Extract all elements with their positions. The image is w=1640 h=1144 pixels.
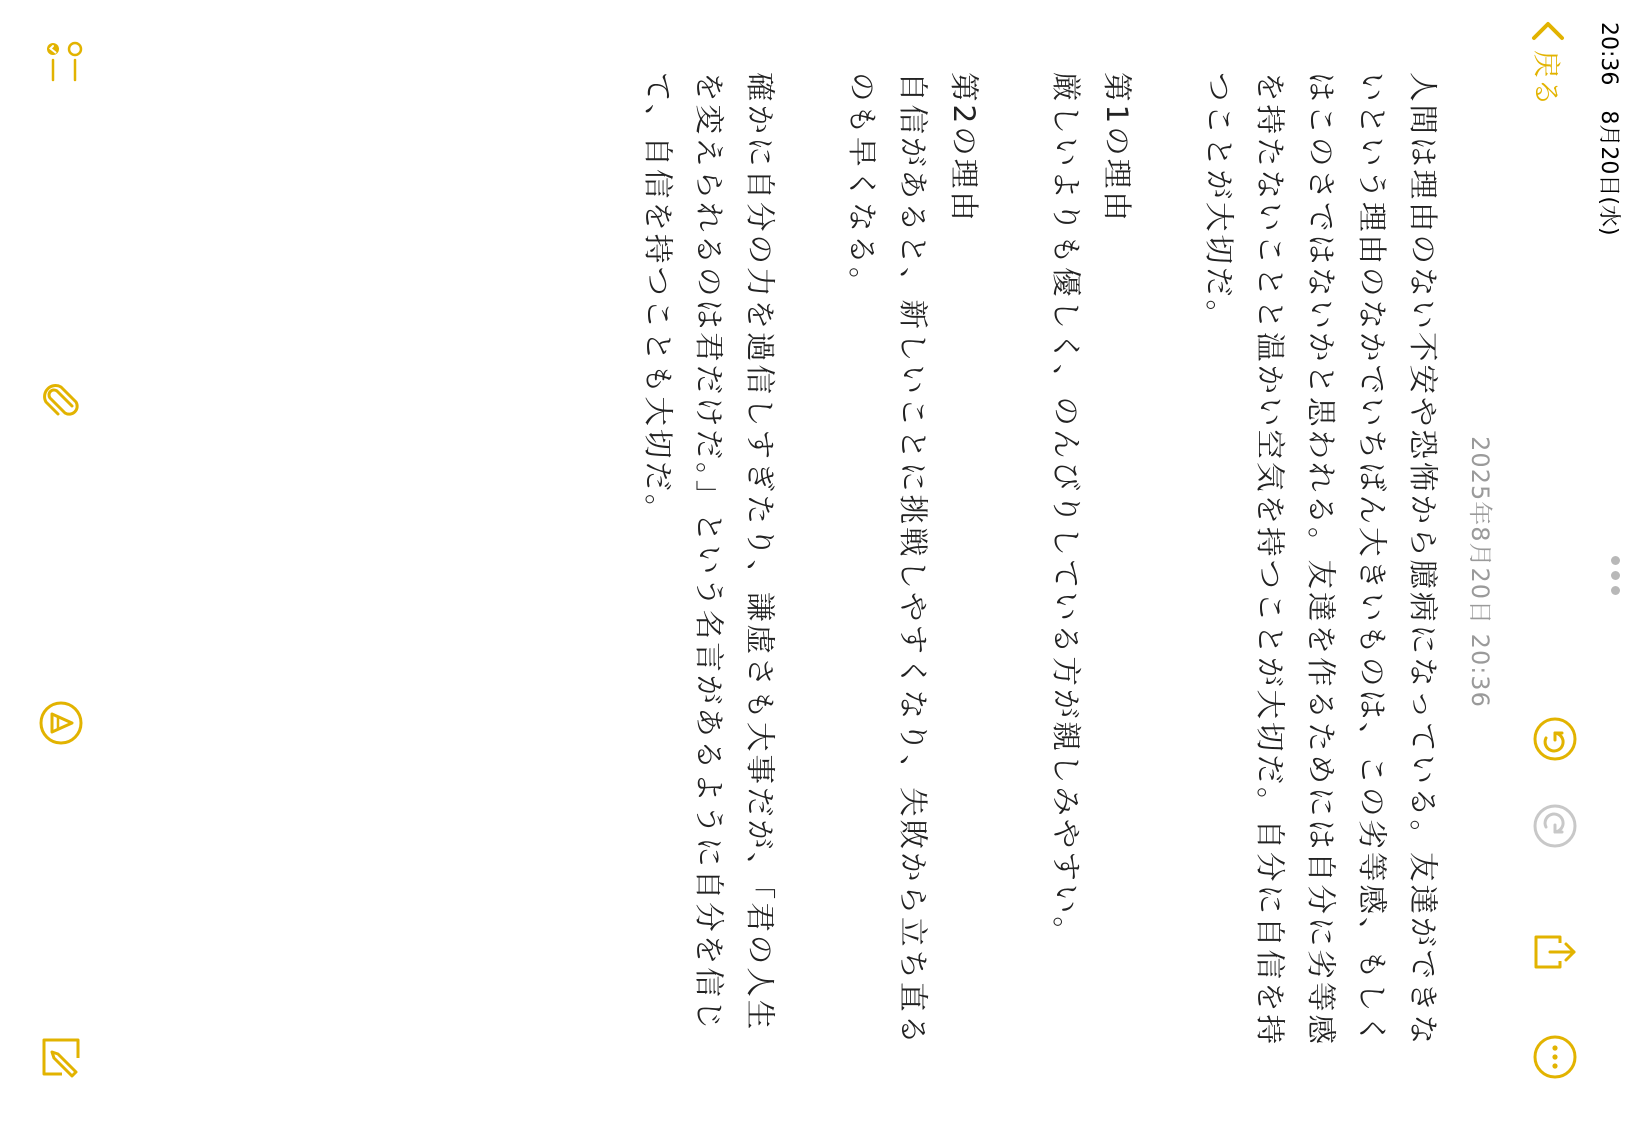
dot-icon (1611, 571, 1620, 580)
attachment-icon[interactable] (38, 376, 84, 422)
note-paragraph: 第2の理由 自信があると、新しいことに挑戦しやすくなり、失敗から立ち直るのも早くなる。 (845, 72, 981, 1048)
undo-icon[interactable] (1532, 716, 1578, 762)
dot-icon (1611, 556, 1620, 565)
more-icon[interactable] (1532, 1034, 1578, 1080)
note-paragraph: 確かに自分の力を過信しすぎたり、謙虚さも大事だが、「君の人生を変えられるのは君だけだ。」という名言があるように自分を信じて、自信を持つことも大切だ。 (641, 72, 777, 1033)
note-date: 2025年8月20日 20:36 (1466, 436, 1494, 708)
note-paragraph: 人間は理由のない不安や恐怖から臆病になっている。友達ができないという理由のなかでいちばん大きいものは、この劣等感、もしくはこのさではないかと思われる。友達を作るためには自分に劣等感を持たないことと温かい空気を持つことが大切だ。自分に自信を持つことが大切だ。 (1202, 72, 1440, 1048)
note-body[interactable] (581, 72, 1448, 1052)
status-date: 8月20日(水) (1596, 110, 1621, 236)
compose-icon[interactable] (38, 1034, 84, 1080)
redo-icon (1532, 803, 1578, 849)
note-paragraph: 第1の理由 厳しいよりも優しく、のんびりしている方が親しみやすい。 (1049, 72, 1134, 949)
share-icon[interactable] (1532, 929, 1578, 975)
status-time: 20:36 (1596, 22, 1621, 86)
checklist-icon[interactable] (38, 40, 84, 86)
back-label: 戻る (1530, 50, 1563, 107)
back-button[interactable] (1526, 20, 1570, 106)
status-bar (1590, 22, 1626, 254)
markup-icon[interactable] (38, 700, 84, 746)
chevron-left-icon (1531, 20, 1565, 42)
multitasking-handle[interactable] (1611, 556, 1620, 595)
dot-icon (1611, 586, 1620, 595)
